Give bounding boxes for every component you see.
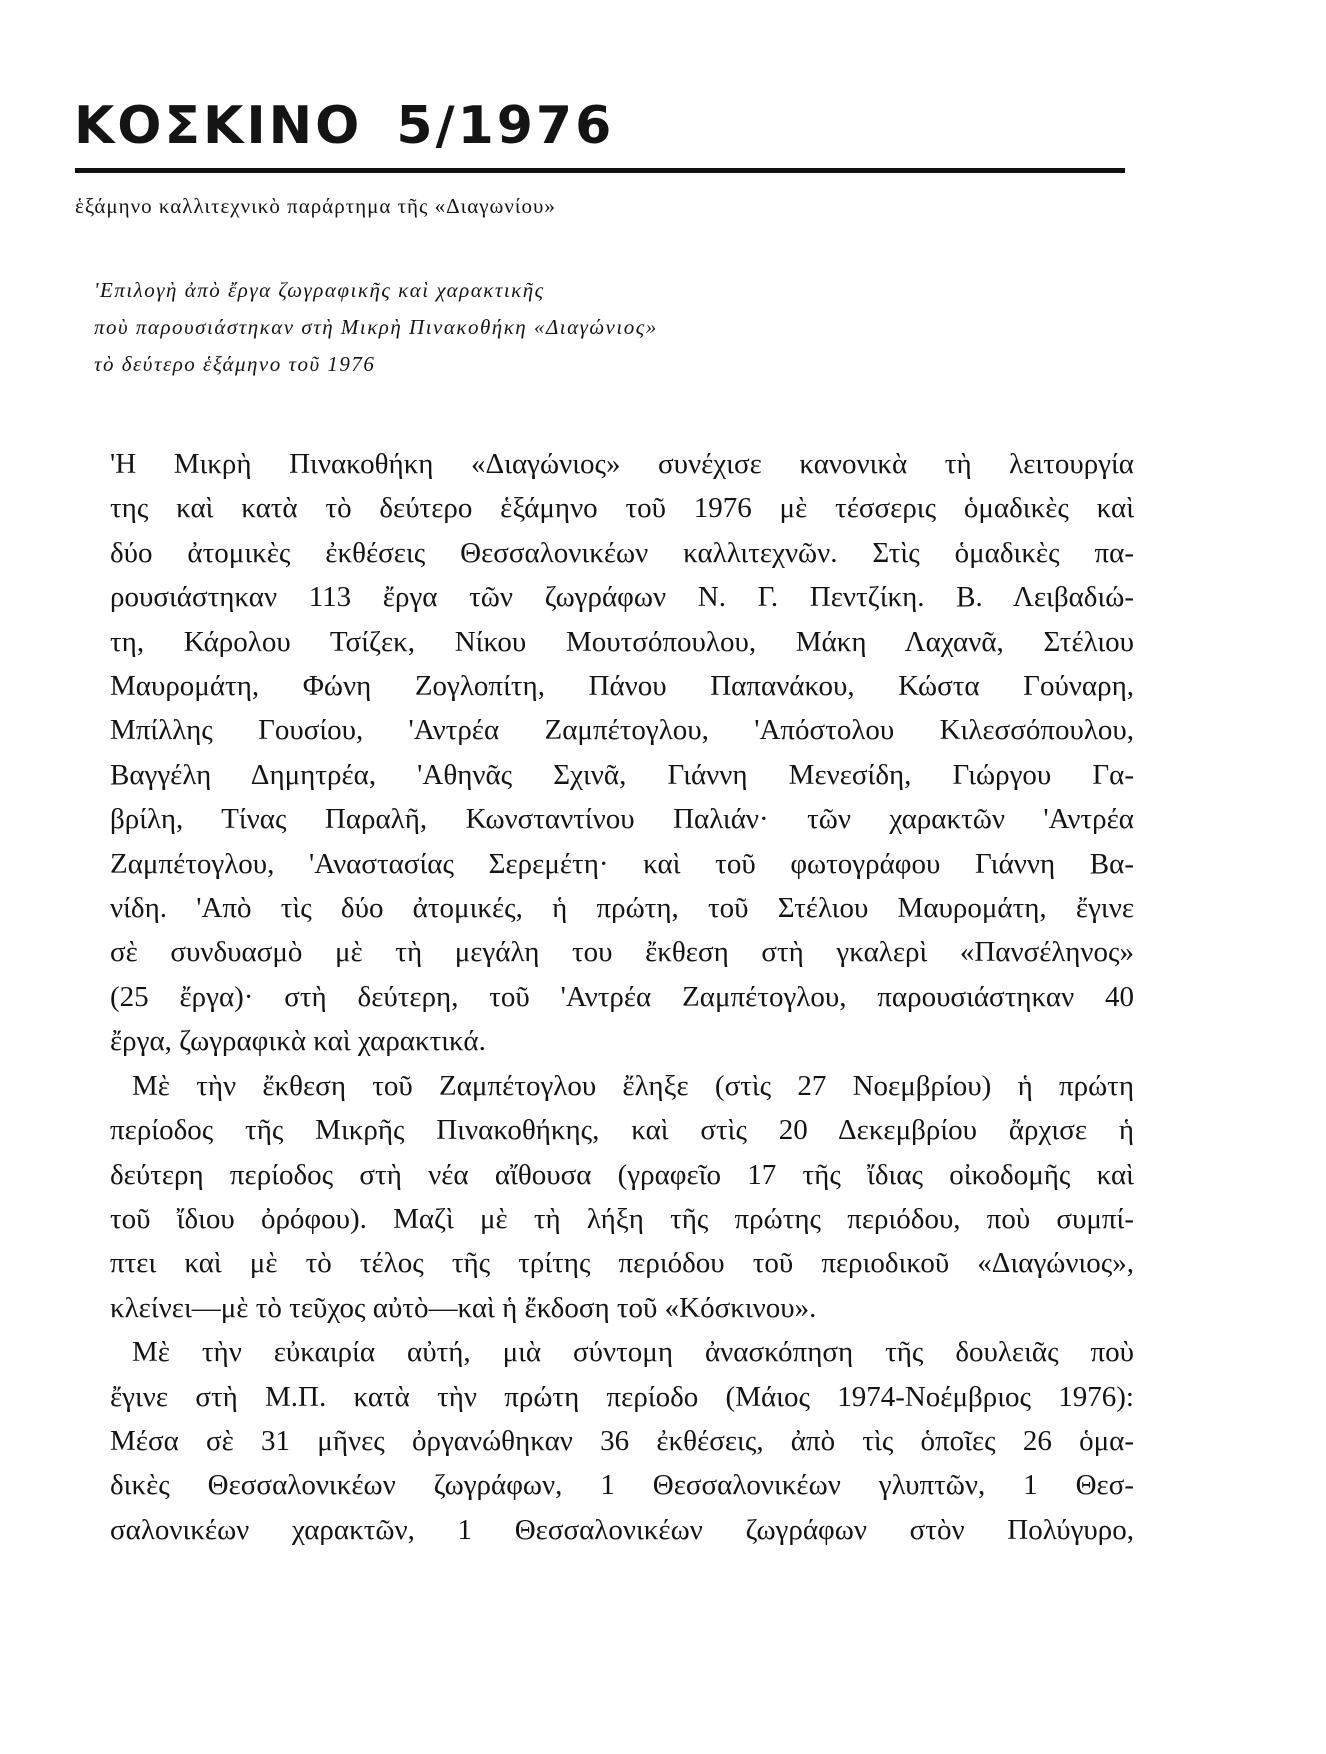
text-line: Βαγγέλη Δημητρέα, 'Αθηνᾶς Σχινᾶ, Γιάννη Μενεσίδη, Γιώργου Γα- (110, 758, 1134, 791)
text-line: κλείνει—μὲ τὸ τεῦχος αὐτὸ—καὶ ἡ ἔκδοση τοῦ «Κόσκινου». (110, 1291, 817, 1324)
intro-line: ποὺ παρουσιάστηκαν στὴ Μικρὴ Πινακοθήκη «Διαγώνιος» (94, 315, 658, 339)
text-line: Μαυρομάτη, Φώνη Ζογλοπίτη, Πάνου Παπανάκου, Κώστα Γούναρη, (110, 670, 1134, 703)
subtitle: ἑξάμηνο καλλιτεχνικὸ παράρτημα τῆς «Διαγωνίου» (75, 194, 556, 218)
text-line: Μὲ τὴν ἔκθεση τοῦ Ζαμπέτογλου ἔληξε (στὶς 27 Νοεμβρίου) ἡ πρώτη (132, 1069, 1134, 1102)
text-line: δεύτερη περίοδος στὴ νέα αἴθουσα (γραφεῖο 17 τῆς ἴδιας οἰκοδομῆς καὶ (110, 1158, 1134, 1191)
text-line: ἔργα, ζωγραφικὰ καὶ χαρακτικά. (110, 1025, 486, 1058)
text-line: ρουσιάστηκαν 113 ἔργα τῶν ζωγράφων Ν. Γ. Πεντζίκη. Β. Λειβαδιώ- (110, 581, 1134, 614)
title-divider (75, 168, 1125, 173)
text-line: σαλονικέων χαρακτῶν, 1 Θεσσαλονικέων ζωγράφων στὸν Πολύγυρο, (110, 1513, 1134, 1546)
text-line: (25 ἔργα)· στὴ δεύτερη, τοῦ 'Αντρέα Ζαμπέτογλου, παρουσιάστηκαν 40 (110, 980, 1134, 1013)
magazine-title: ΚΟΣΚΙΝΟ (74, 96, 363, 156)
text-line: Ζαμπέτογλου, 'Αναστασίας Σερεμέτη· καὶ τοῦ φωτογράφου Γιάννη Βα- (110, 847, 1134, 880)
intro-line: 'Επιλογὴ ἀπὸ ἔργα ζωγραφικῆς καὶ χαρακτικῆς (94, 278, 545, 302)
text-line: περίοδος τῆς Μικρῆς Πινακοθήκης, καὶ στὶς 20 Δεκεμβρίου ἄρχισε ἡ (110, 1114, 1134, 1147)
text-line: Μὲ τὴν εὐκαιρία αὐτή, μιὰ σύντομη ἀνασκόπηση τῆς δουλειᾶς ποὺ (132, 1336, 1134, 1369)
text-line: δικὲς Θεσσαλονικέων ζωγράφων, 1 Θεσσαλονικέων γλυπτῶν, 1 Θεσ- (110, 1469, 1134, 1502)
text-line: βρίλη, Τίνας Παραλῆ, Κωνσταντίνου Παλιάν· τῶν χαρακτῶν 'Αντρέα (110, 803, 1134, 836)
article-body (110, 442, 1134, 1552)
text-line: πτει καὶ μὲ τὸ τέλος τῆς τρίτης περιόδου τοῦ περιοδικοῦ «Διαγώνιος», (110, 1247, 1134, 1280)
text-line: 'Η Μικρὴ Πινακοθήκη «Διαγώνιος» συνέχισε κανονικὰ τὴ λειτουργία (110, 448, 1134, 480)
text-line: τοῦ ἴδιου ὀρόφου). Μαζὶ μὲ τὴ λήξη τῆς πρώτης περιόδου, ποὺ συμπί- (110, 1202, 1134, 1235)
text-line: σὲ συνδυασμὸ μὲ τὴ μεγάλη του ἔκθεση στὴ γκαλερὶ «Πανσέληνος» (110, 936, 1134, 969)
text-line: ἔγινε στὴ Μ.Π. κατὰ τὴν πρώτη περίοδο (Μάιος 1974-Νοέμβριος 1976): (110, 1380, 1134, 1413)
text-line: δύο ἀτομικὲς ἐκθέσεις Θεσσαλονικέων καλλιτεχνῶν. Στὶς ὁμαδικὲς πα- (110, 536, 1134, 569)
text-line: Μέσα σὲ 31 μῆνες ὀργανώθηκαν 36 ἐκθέσεις, ἀπὸ τὶς ὁποῖες 26 ὁμα- (110, 1424, 1134, 1457)
issue-number: 5/1976 (396, 96, 615, 156)
text-line: Μπίλλης Γουσίου, 'Αντρέα Ζαμπέτογλου, 'Απόστολου Κιλεσσόπουλου, (110, 714, 1134, 747)
intro-line: τὸ δεύτερο ἑξάμηνο τοῦ 1976 (94, 352, 376, 376)
text-line: τη, Κάρολου Τσίζεκ, Νίκου Μουτσόπουλου, Μάκη Λαχανᾶ, Στέλιου (110, 625, 1134, 658)
text-line: της καὶ κατὰ τὸ δεύτερο ἑξάμηνο τοῦ 1976 μὲ τέσσερις ὁμαδικὲς καὶ (110, 492, 1134, 525)
intro-block (94, 272, 658, 383)
page-title (74, 96, 614, 156)
text-line: νίδη. 'Απὸ τὶς δύο ἀτομικές, ἡ πρώτη, τοῦ Στέλιου Μαυρομάτη, ἔγινε (110, 892, 1134, 925)
